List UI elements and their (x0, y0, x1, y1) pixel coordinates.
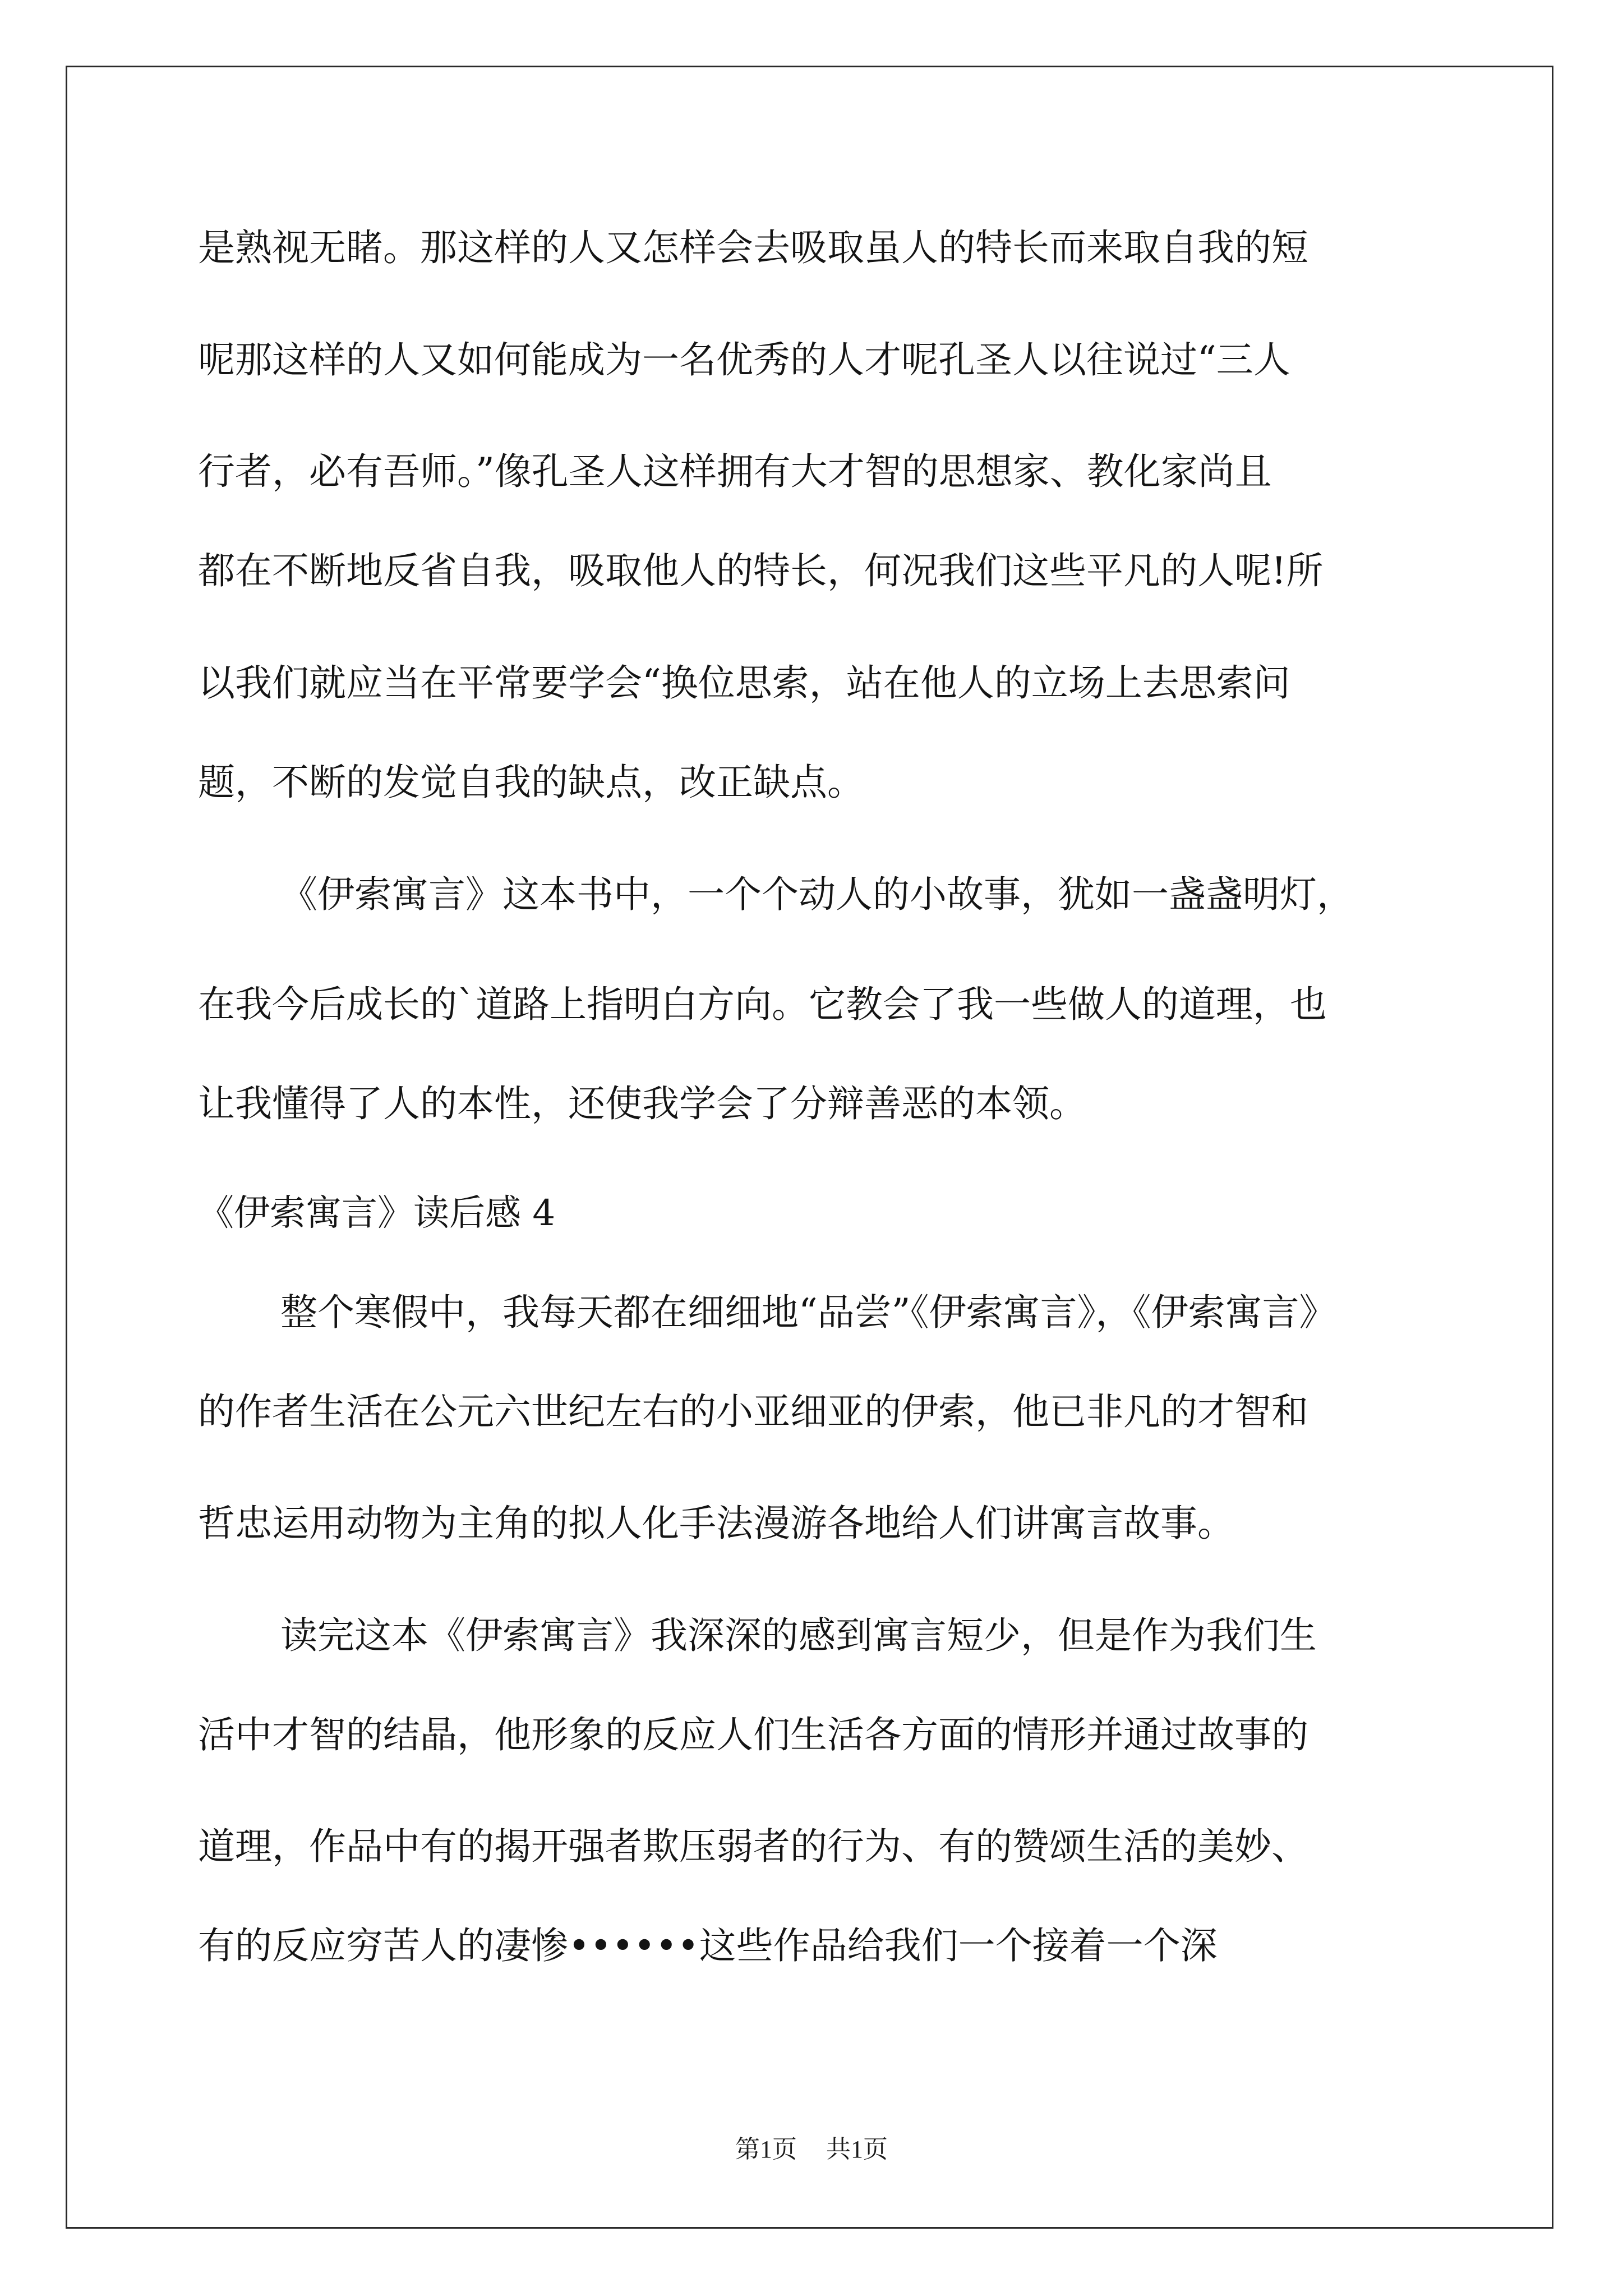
text-line: 题，不断的发觉自我的缺点，改正缺点。 (198, 761, 864, 804)
text-line: 活中才智的结晶，他形象的反应人们生活各方面的情形并通过故事的 (198, 1713, 1308, 1756)
text-line: 让我懂得了人的本性，还使我学会了分辩善恶的本领。 (198, 1082, 1086, 1125)
page-border (66, 66, 1553, 2229)
text-line: 是熟视无睹。那这样的人又怎样会去吸取虽人的特长而来取自我的短 (198, 226, 1308, 269)
text-line: 的作者生活在公元六世纪左右的小亚细亚的伊索，他已非凡的才智和 (198, 1390, 1308, 1433)
text-line: 哲忠运用动物为主角的拟人化手法漫游各地给人们讲寓言故事。 (198, 1502, 1234, 1545)
text-line: 以我们就应当在平常要学会“换位思索，站在他人的立场上去思索问 (198, 661, 1290, 705)
page-footer (0, 2133, 1623, 2166)
text-line: 道理，作品中有的揭开强者欺压弱者的行为、有的赞颂生活的美妙、 (198, 1825, 1308, 1868)
text-line: 有的反应穷苦人的凄惨••••••这些作品给我们一个接着一个深 (198, 1924, 1218, 1967)
page-total: 共1页 (826, 2136, 888, 2163)
text-line: 都在不断地反省自我，吸取他人的特长，何况我们这些平凡的人呢!所 (198, 549, 1324, 592)
page-number: 第1页 (735, 2136, 797, 2163)
paragraph-first-line: 整个寒假中，我每天都在细细地“品尝”《伊索寓言》，《伊索寓言》 (280, 1291, 1336, 1334)
text-line: 行者，必有吾师。”像孔圣人这样拥有大才智的思想家、教化家尚且 (198, 450, 1272, 493)
text-line: 在我今后成长的`道路上指明白方向。它教会了我一些做人的道理，也 (198, 983, 1327, 1026)
section-heading: 《伊索寓言》读后感 4 (198, 1193, 556, 1234)
paragraph-first-line: 《伊索寓言》这本书中，一个个动人的小故事，犹如一盏盏明灯， (280, 873, 1354, 916)
paragraph-first-line: 读完这本《伊索寓言》我深深的感到寓言短少，但是作为我们生 (280, 1614, 1317, 1657)
text-line: 呢那这样的人又如何能成为一名优秀的人才呢孔圣人以往说过“三人 (198, 338, 1290, 381)
